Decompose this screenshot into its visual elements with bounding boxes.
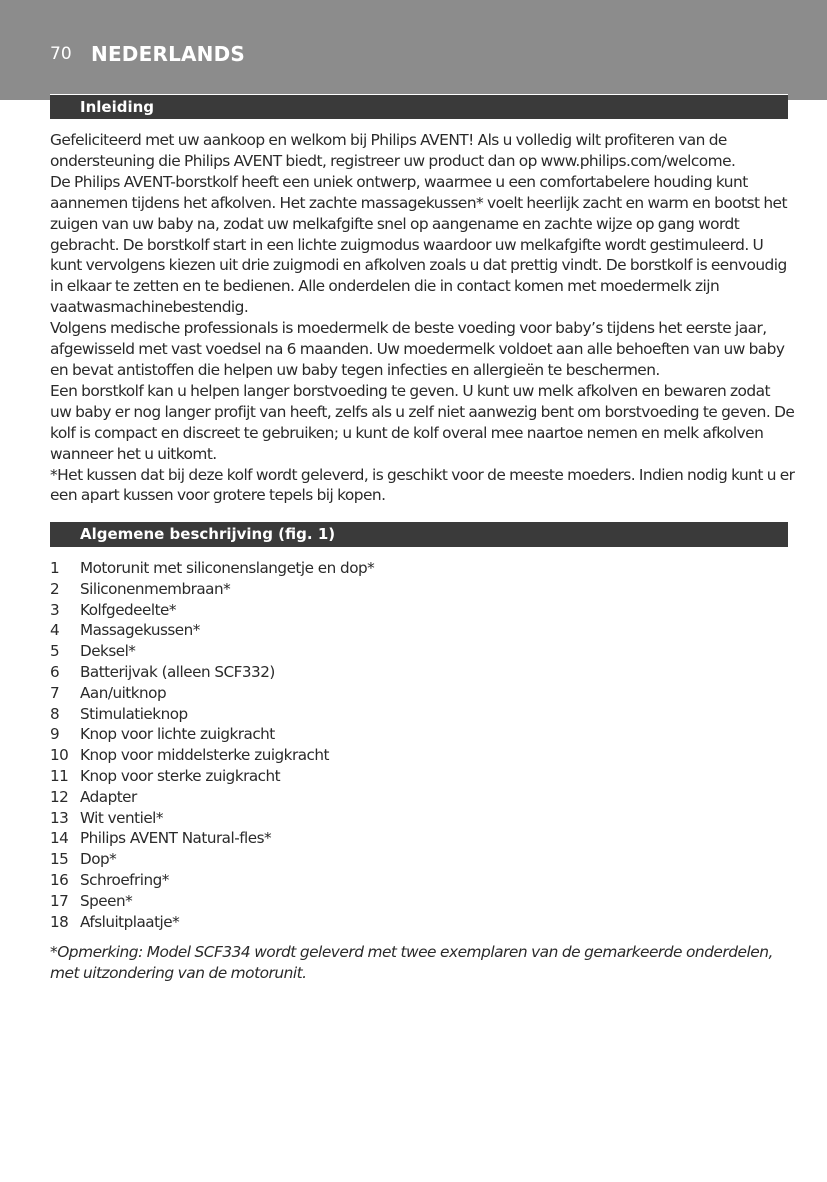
intro-text — [50, 130, 795, 506]
item-number: 7 — [50, 683, 60, 702]
section-heading-intro: Inleiding — [50, 94, 788, 119]
item-label: Stimulatieknop — [80, 704, 188, 723]
list-item — [50, 724, 374, 745]
item-number: 8 — [50, 704, 60, 723]
item-label: Deksel* — [80, 642, 136, 661]
item-number: 11 — [50, 766, 69, 785]
item-number: 14 — [50, 829, 69, 848]
item-label: Motorunit met siliconenslangetje en dop* — [80, 559, 375, 577]
item-label: Dop* — [80, 850, 117, 869]
item-label: Kolfgedeelte* — [80, 600, 176, 619]
item-number: 17 — [50, 891, 69, 910]
page-number: 70 — [50, 44, 72, 64]
intro-paragraph: Gefeliciteerd met uw aankoop en welkom bij Philips AVENT! Als u volledig wilt profiteren van de ondersteuning die Philips AVENT biedt, registreer uw product dan op www.philips.com/welcome. — [50, 131, 736, 170]
item-label: Knop voor middelsterke zuigkracht — [80, 746, 329, 765]
list-item — [50, 600, 374, 621]
list-item — [50, 683, 374, 704]
item-number: 12 — [50, 787, 69, 806]
list-item — [50, 704, 374, 725]
item-label: Wit ventiel* — [80, 808, 163, 827]
item-label: Schroefring* — [80, 870, 169, 889]
intro-paragraph: De Philips AVENT-borstkolf heeft een uniek ontwerp, waarmee u een comfortabelere houding kunt aannemen tijdens het afkolven. Het zachte massagekussen* voelt heerlijk zacht en warm en bootst het zuigen van uw baby na, zodat uw melkafgifte snel op aangename en zachte wijze op gang wordt gebracht. De borstkolf start in een lichte zuigmodus waardoor uw melkafgifte wordt gestimuleerd. U kunt vervolgens kiezen uit drie zuigmodi en afkolven zoals u dat prettig vindt. De borstkolf is eenvoudig in elkaar te zetten en te bedienen. Alle onderdelen die in contact komen met moedermelk zijn vaatwasmachinebestendig. — [50, 172, 787, 317]
intro-footnote: *Het kussen dat bij deze kolf wordt geleverd, is geschikt voor de meeste moeders. Indien nodig kunt u er een apart kussen voor grotere tepels bij kopen. — [50, 465, 795, 505]
list-item — [50, 558, 374, 579]
item-number: 5 — [50, 642, 60, 661]
item-number: 10 — [50, 746, 69, 765]
item-number: 18 — [50, 912, 69, 931]
item-label: Knop voor sterke zuigkracht — [80, 766, 281, 785]
list-item — [50, 870, 374, 891]
page-header — [0, 0, 827, 100]
item-label: Batterijvak (alleen SCF332) — [80, 662, 275, 681]
section-heading-description: Algemene beschrijving (fig. 1) — [50, 522, 788, 547]
item-number: 15 — [50, 850, 69, 869]
item-number: 16 — [50, 870, 69, 889]
list-item — [50, 662, 374, 683]
list-item — [50, 641, 374, 662]
language-title: NEDERLANDS — [91, 42, 246, 66]
item-label: Speen* — [80, 891, 133, 910]
item-number: 4 — [50, 621, 60, 640]
item-number: 6 — [50, 662, 60, 681]
item-number: 13 — [50, 808, 69, 827]
parts-list — [50, 558, 374, 932]
item-label: Siliconenmembraan* — [80, 579, 231, 598]
item-number: 9 — [50, 725, 60, 744]
list-item — [50, 745, 374, 766]
list-item — [50, 766, 374, 787]
item-number: 2 — [50, 579, 60, 598]
list-item — [50, 620, 374, 641]
item-label: Knop voor lichte zuigkracht — [80, 725, 275, 744]
item-number: 3 — [50, 600, 60, 619]
list-item — [50, 891, 374, 912]
list-item — [50, 912, 374, 933]
intro-paragraph: Volgens medische professionals is moedermelk de beste voeding voor baby’s tijdens het eerste jaar, afgewisseld met vast voedsel na 6 maanden. Uw moedermelk voldoet aan alle behoeften van uw baby en bevat antistoffen die helpen uw baby tegen infecties en allergieën te beschermen. — [50, 319, 785, 379]
model-note: *Opmerking: Model SCF334 wordt geleverd met twee exemplaren van de gemarkeerde onderdelen, met uitzondering van de motorunit. — [50, 943, 773, 982]
item-label: Aan/uitknop — [80, 683, 167, 702]
item-number: 1 — [50, 559, 60, 577]
item-label: Afsluitplaatje* — [80, 912, 180, 931]
list-item — [50, 579, 374, 600]
list-item — [50, 787, 374, 808]
item-label: Massagekussen* — [80, 621, 200, 640]
item-label: Adapter — [80, 787, 137, 806]
list-item — [50, 808, 374, 829]
list-item — [50, 849, 374, 870]
item-label: Philips AVENT Natural-fles* — [80, 829, 272, 848]
list-item — [50, 828, 374, 849]
intro-paragraph: Een borstkolf kan u helpen langer borstvoeding te geven. U kunt uw melk afkolven en bewaren zodat uw baby er nog langer profijt van heeft, zelfs als u zelf niet aanwezig bent om borstvoeding te geven. De kolf is compact en discreet te gebruiken; u kunt de kolf overal mee naartoe nemen en melk afkolven wanneer het u uitkomt. — [50, 381, 795, 463]
